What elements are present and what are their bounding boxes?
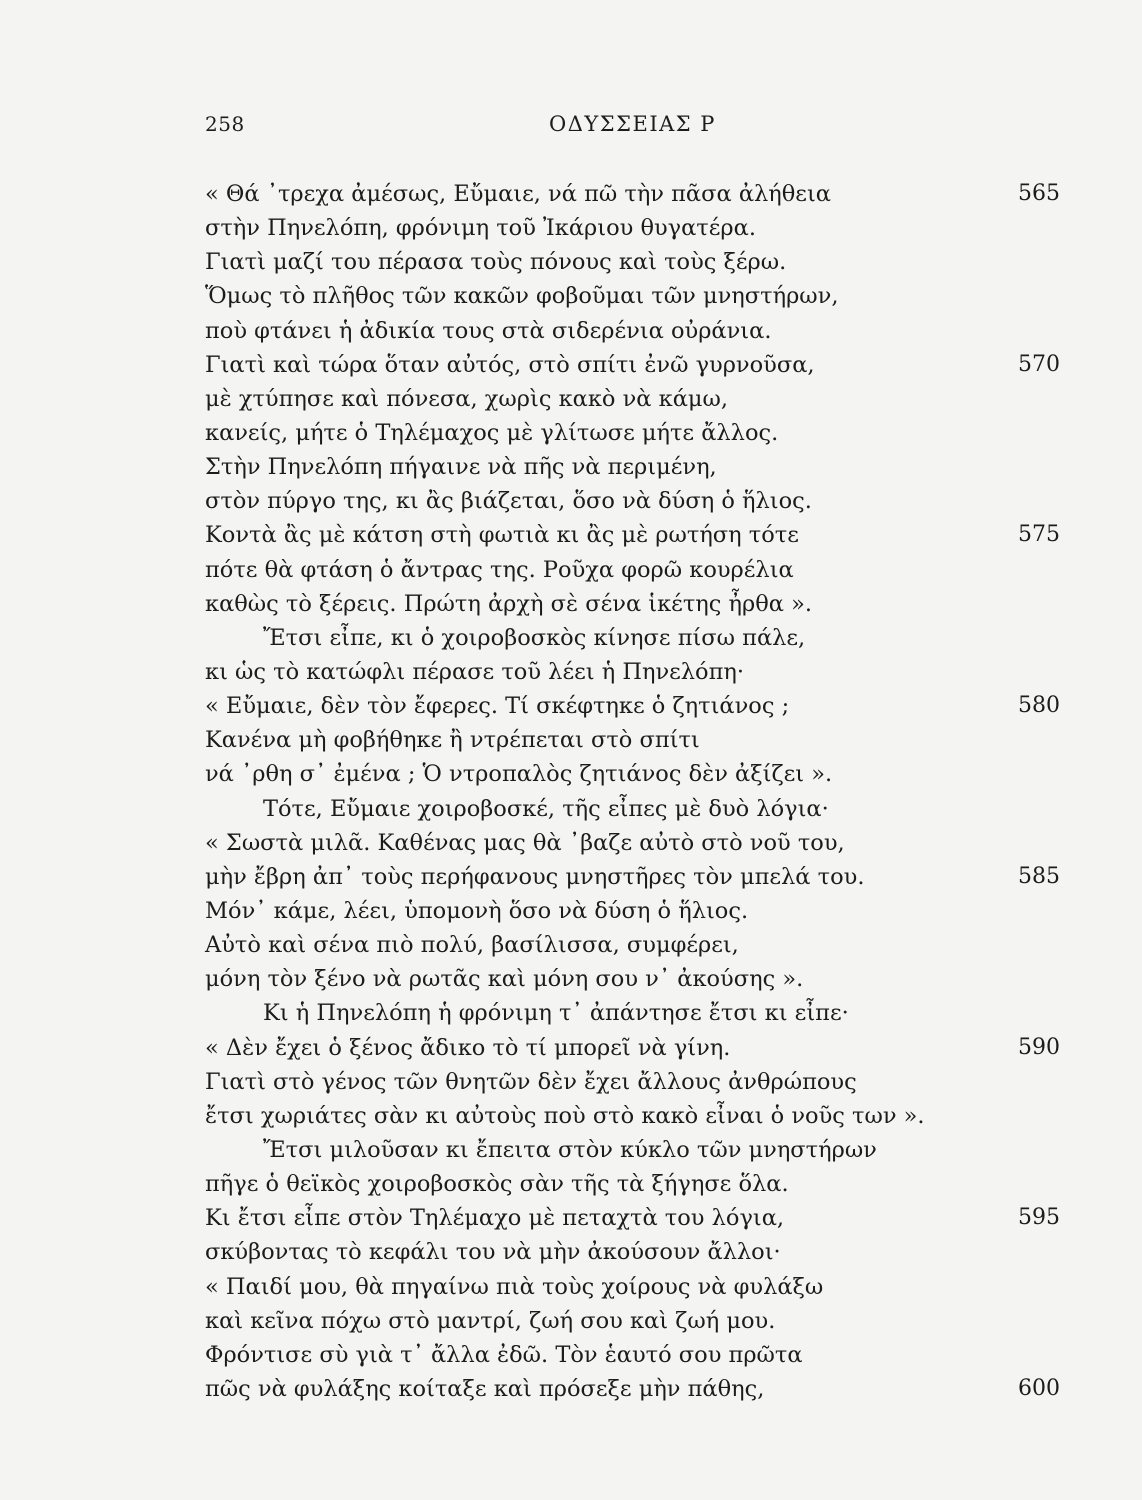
verse-line-text: Αὐτὸ καὶ σένα πιὸ πολύ, βασίλισσα, συμφέρει, (205, 932, 739, 959)
verse-line-text: Τότε, Εὔμαιε χοιροβοσκέ, τῆς εἶπες μὲ δυὸ λόγια· (263, 795, 829, 822)
verse-line-text: μόνη τὸν ξένο νὰ ρωτᾶς καὶ μόνη σου ν᾽ ἀκούσης ». (205, 966, 804, 993)
verse-line-text: πῆγε ὁ θεϊκὸς χοιροβοσκὸς σὰν τῆς τὰ ξήγησε ὅλα. (205, 1171, 789, 1198)
verse-line-text: Κι ἔτσι εἶπε στὸν Τηλέμαχο μὲ πεταχτὰ του λόγια, (205, 1205, 785, 1232)
verse-line (205, 1201, 1060, 1235)
verse-line-text: κανείς, μήτε ὁ Τηλέμαχος μὲ γλίτωσε μήτε ἄλλος. (205, 419, 779, 446)
verse-line-text: Στὴν Πηνελόπη πήγαινε νὰ πῆς νὰ περιμένη, (205, 454, 717, 481)
verse-line (205, 484, 1060, 518)
verse-line (205, 1235, 1060, 1269)
line-number: 575 (1018, 522, 1060, 548)
verse-line (205, 211, 1060, 245)
running-head (205, 112, 1060, 144)
verse-line-text: Ἔτσι μιλοῦσαν κι ἔπειτα στὸν κύκλο τῶν μνηστήρων (263, 1136, 877, 1163)
verse-text (205, 177, 1060, 1406)
verse-line-text: « Θά ᾽τρεχα ἀμέσως, Εὔμαιε, νά πῶ τὴν πᾶσα ἀλήθεια (205, 181, 831, 207)
line-number: 585 (1018, 863, 1060, 889)
verse-line-text: στὸν πύργο της, κι ἂς βιάζεται, ὅσο νὰ δύση ὁ ἥλιος. (205, 488, 812, 515)
line-number: 570 (1018, 351, 1060, 377)
line-number: 590 (1018, 1034, 1060, 1060)
verse-line-text: μὴν ἔβρη ἀπ᾽ τοὺς περήφανους μνηστῆρες τὸν μπελά του. (205, 863, 865, 890)
verse-line-text: Γιατὶ μαζί του πέρασα τοὺς πόνους καὶ τοὺς ξέρω. (205, 249, 787, 276)
verse-line-text: Γιατὶ καὶ τώρα ὅταν αὐτός, στὸ σπίτι ἐνῶ γυρνοῦσα, (205, 351, 815, 378)
verse-line-text: μὲ χτύπησε καὶ πόνεσα, χωρὶς κακὸ νὰ κάμω, (205, 385, 729, 412)
verse-line-text: Μόν᾽ κάμε, λέει, ὑπομονὴ ὅσο νὰ δύση ὁ ἥλιος. (205, 897, 749, 924)
verse-line (205, 450, 1060, 484)
verse-line (205, 1304, 1060, 1338)
verse-line-text: ἔτσι χωριάτες σὰν κι αὐτοὺς ποὺ στὸ κακὸ εἶναι ὁ νοῦς των ». (205, 1102, 925, 1129)
verse-line (205, 860, 1060, 894)
verse-line (205, 1270, 1060, 1304)
verse-line (205, 553, 1060, 587)
verse-line (205, 416, 1060, 450)
verse-line (205, 1031, 1060, 1065)
verse-line-text: « Εὔμαιε, δὲν τὸν ἔφερες. Τί σκέφτηκε ὁ ζητιάνος ; (205, 693, 790, 720)
verse-line (205, 1099, 1060, 1133)
verse-line (205, 314, 1060, 348)
verse-line (205, 792, 1060, 826)
verse-line (205, 894, 1060, 928)
verse-line-text: « Παιδί μου, θὰ πηγαίνω πιὰ τοὺς χοίρους νὰ φυλάξω (205, 1273, 824, 1300)
verse-line (205, 962, 1060, 996)
verse-line-text: κι ὡς τὸ κατώφλι πέρασε τοῦ λέει ἡ Πηνελόπη· (205, 658, 745, 685)
verse-line-text: Ὅμως τὸ πλῆθος τῶν κακῶν φοβοῦμαι τῶν μνηστήρων, (205, 283, 839, 310)
verse-line (205, 723, 1060, 757)
verse-line (205, 382, 1060, 416)
verse-line-text: πῶς νὰ φυλάξης κοίταξε καὶ πρόσεξε μὴν πάθης, (205, 1375, 765, 1402)
verse-line (205, 621, 1060, 655)
verse-line-text: Ἔτσι εἶπε, κι ὁ χοιροβοσκὸς κίνησε πίσω πάλε, (263, 624, 806, 651)
verse-line-text: καθὼς τὸ ξέρεις. Πρώτη ἀρχὴ σὲ σένα ἱκέτης ἦρθα ». (205, 590, 813, 617)
page-number: 258 (205, 112, 245, 136)
verse-line-text: Κι ἡ Πηνελόπη ἡ φρόνιμη τ᾽ ἀπάντησε ἔτσι κι εἶπε· (263, 1000, 849, 1027)
verse-line (205, 587, 1060, 621)
verse-line-text: « Δὲν ἔχει ὁ ξένος ἄδικο τὸ τί μπορεῖ νὰ γίνη. (205, 1034, 731, 1061)
verse-line (205, 518, 1060, 552)
verse-line (205, 177, 1060, 211)
verse-line (205, 1338, 1060, 1372)
verse-line (205, 757, 1060, 791)
verse-line-text: Κοντὰ ἂς μὲ κάτση στὴ φωτιὰ κι ἂς μὲ ρωτήση τότε (205, 522, 799, 549)
verse-line-text: στὴν Πηνελόπη, φρόνιμη τοῦ Ἰκάριου θυγατέρα. (205, 215, 756, 242)
line-number: 580 (1018, 693, 1060, 719)
line-number: 600 (1018, 1375, 1060, 1401)
line-number: 595 (1018, 1205, 1060, 1231)
verse-line-text: καὶ κεῖνα πόχω στὸ μαντρί, ζωή σου καὶ ζωή μου. (205, 1307, 776, 1334)
verse-line-text: Κανένα μὴ φοβήθηκε ἢ ντρέπεται στὸ σπίτι (205, 727, 700, 754)
verse-line (205, 245, 1060, 279)
verse-line-text: ποὺ φτάνει ἡ ἀδικία τους στὰ σιδερένια οὐράνια. (205, 317, 772, 344)
book-title: ΟΔΥΣΣΕΙΑΣ Ρ (549, 112, 716, 136)
verse-line-text: Φρόντισε σὺ γιὰ τ᾽ ἄλλα ἐδῶ. Τὸν ἑαυτό σου πρῶτα (205, 1341, 803, 1368)
verse-line-text: νά ᾽ρθη σ᾽ ἐμένα ; Ὁ ντροπαλὸς ζητιάνος δὲν ἀξίζει ». (205, 761, 833, 788)
verse-line (205, 348, 1060, 382)
verse-line (205, 1372, 1060, 1406)
verse-line (205, 655, 1060, 689)
verse-line (205, 928, 1060, 962)
verse-line (205, 279, 1060, 313)
verse-line-text: πότε θὰ φτάση ὁ ἄντρας της. Ροῦχα φορῶ κουρέλια (205, 556, 794, 583)
verse-line (205, 996, 1060, 1030)
verse-line (205, 826, 1060, 860)
verse-line (205, 1167, 1060, 1201)
verse-line (205, 689, 1060, 723)
verse-line (205, 1065, 1060, 1099)
verse-line-text: σκύβοντας τὸ κεφάλι του νὰ μὴν ἀκούσουν ἄλλοι· (205, 1239, 781, 1266)
verse-line-text: Γιατὶ στὸ γένος τῶν θνητῶν δὲν ἔχει ἄλλους ἀνθρώπους (205, 1068, 857, 1095)
line-number: 565 (1018, 181, 1060, 206)
verse-line (205, 1133, 1060, 1167)
verse-line-text: « Σωστὰ μιλᾶ. Καθένας μας θὰ ᾽βαζε αὐτὸ στὸ νοῦ του, (205, 829, 845, 856)
